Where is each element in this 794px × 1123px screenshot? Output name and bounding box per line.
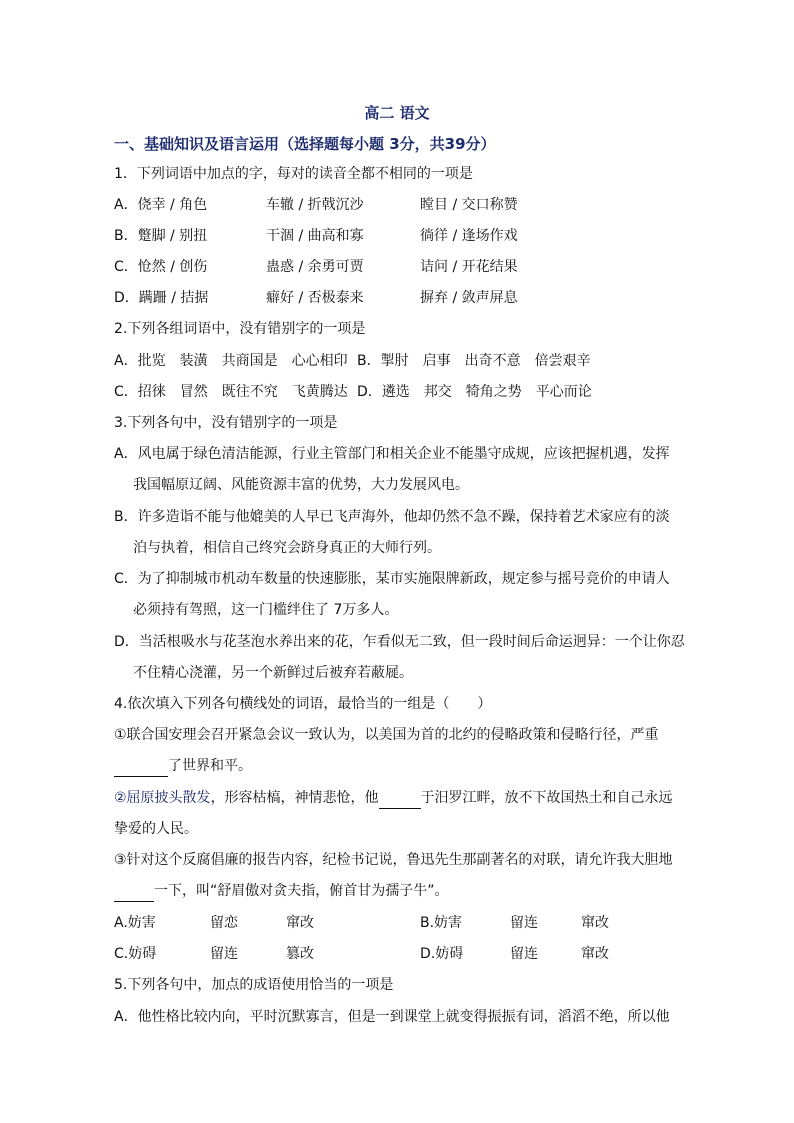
q1-option-b-3: 徜徉 / 逢场作戏	[420, 228, 518, 244]
q4-sentence-2-end: 于汨罗江畔，放不下故国热土和自己永远	[420, 790, 673, 806]
q3-option-b: B．许多造诣不能与他媲美的人早已飞声海外，他却仍然不急不躁，保持着艺术家应有的淡	[114, 509, 670, 525]
q5-stem: 5.下列各句中，加点的成语使用恰当的一项是	[114, 977, 394, 993]
q3-option-b-cont: 泊与执着，相信自己终究会跻身真正的大师行列。	[133, 540, 441, 556]
q4-option-b-2: 留连	[510, 915, 538, 931]
q4-sentence-3-cont	[114, 881, 449, 902]
q1-option-c-1: C．怆然 / 创伤	[114, 259, 208, 275]
page-title: 高二 语文	[364, 104, 430, 122]
q3-option-c: C．为了抑制城市机动车数量的快速膨胀，某市实施限牌新政，规定参与摇号竞价的申请人	[114, 571, 670, 587]
q3-option-a-cont: 我国幅原辽阔、风能资源丰富的优势，大力发展风电。	[133, 477, 469, 493]
q3-option-c-cont: 必须持有驾照，这一门槛绊住了 7万多人。	[133, 602, 399, 618]
q4-option-d-3: 窜改	[581, 946, 609, 962]
q5-option-a: A．他性格比较内向，平时沉默寡言，但是一到课堂上就变得振振有词，滔滔不绝，所以他	[114, 1009, 670, 1025]
q1-option-d-3: 摒弃 / 敛声屏息	[420, 290, 518, 306]
q4-sentence-1: ①联合国安理会召开紧急会议一致认为，以美国为首的北约的侵略政策和侵略行径，严重	[114, 727, 659, 743]
q1-option-b-2: 干涸 / 曲高和寡	[266, 228, 364, 244]
q4-option-b-3: 窜改	[581, 915, 609, 931]
q1-option-a-2: 车辙 / 折戟沉沙	[266, 197, 364, 213]
q2-option-a: A．批览 装潢 共商国是 心心相印	[114, 353, 348, 369]
q4-sentence-2-mid: ，形容枯槁，神情悲怆，他	[210, 790, 379, 806]
q4-option-a-1: A.妨害	[114, 915, 156, 931]
q4-sentence-2	[114, 788, 673, 809]
q3-option-d-cont: 不住精心浇灌，另一个新鲜过后被弃若蔽屣。	[133, 665, 413, 681]
q4-option-c-1: C.妨碍	[114, 946, 157, 962]
q4-sentence-1-cont	[114, 756, 252, 777]
section-heading: 一、基础知识及语言运用（选择题每小题 3分，共39分）	[114, 135, 496, 153]
fill-blank-2	[379, 788, 421, 809]
q1-option-c-3: 诘问 / 开花结果	[420, 259, 518, 275]
q4-option-d-1: D.妨碍	[420, 946, 464, 962]
q4-sentence-1-end: 了世界和平。	[168, 758, 252, 774]
q3-stem: 3.下列各句中，没有错别字的一项是	[114, 415, 338, 431]
fill-blank-1	[114, 756, 168, 777]
q3-option-d: D．当活根吸水与花茎泡水养出来的花，乍看似无二致，但一段时间后命运迥异：一个让你忍	[114, 634, 685, 650]
q1-option-b-1: B．蹩脚 / 别扭	[114, 228, 208, 244]
q2-option-d: D．遴选 邦交 犄角之势 平心而论	[357, 384, 592, 400]
q2-stem: 2.下列各组词语中，没有错别字的一项是	[114, 321, 366, 337]
q4-option-c-2: 留连	[210, 946, 238, 962]
q1-stem: 1．下列词语中加点的字，每对的读音全都不相同的一项是	[114, 166, 473, 182]
q4-sentence-2-cont: 挚爱的人民。	[114, 821, 198, 837]
q1-option-a-1: A．侥幸 / 角色	[114, 197, 208, 213]
q4-sentence-3: ③针对这个反腐倡廉的报告内容，纪检书记说，鲁迅先生那副著名的对联，请允许我大胆地	[114, 852, 673, 868]
q1-option-d-2: 癖好 / 否极泰来	[266, 290, 364, 306]
q1-option-a-3: 瞠目 / 交口称赞	[420, 197, 518, 213]
q4-stem: 4.依次填入下列各句横线处的词语，最恰当的一组是（ ）	[114, 696, 492, 712]
q4-option-b-1: B.妨害	[420, 915, 463, 931]
q4-option-a-2: 留恋	[210, 915, 238, 931]
q4-sentence-3-end: 一下，叫“舒眉傲对贪夫指，俯首甘为孺子牛”。	[154, 883, 449, 899]
q1-option-c-2: 蛊惑 / 余勇可贾	[266, 259, 364, 275]
fill-blank-3	[114, 881, 154, 902]
q2-option-b: B．掣肘 启事 出奇不意 倍尝艰辛	[357, 353, 591, 369]
q3-option-a: A．风电属于绿色清洁能源，行业主管部门和相关企业不能墨守成规，应该把握机遇，发挥	[114, 446, 670, 462]
q1-option-d-1: D．蹒跚 / 拮据	[114, 290, 209, 306]
q4-option-d-2: 留连	[510, 946, 538, 962]
q2-option-c: C．招徕 冒然 既往不究 飞黄腾达	[114, 384, 348, 400]
q4-option-c-3: 篡改	[286, 946, 314, 962]
q4-option-a-3: 窜改	[286, 915, 314, 931]
q4-sentence-2-lead: ②屈原披头散发	[114, 790, 211, 806]
